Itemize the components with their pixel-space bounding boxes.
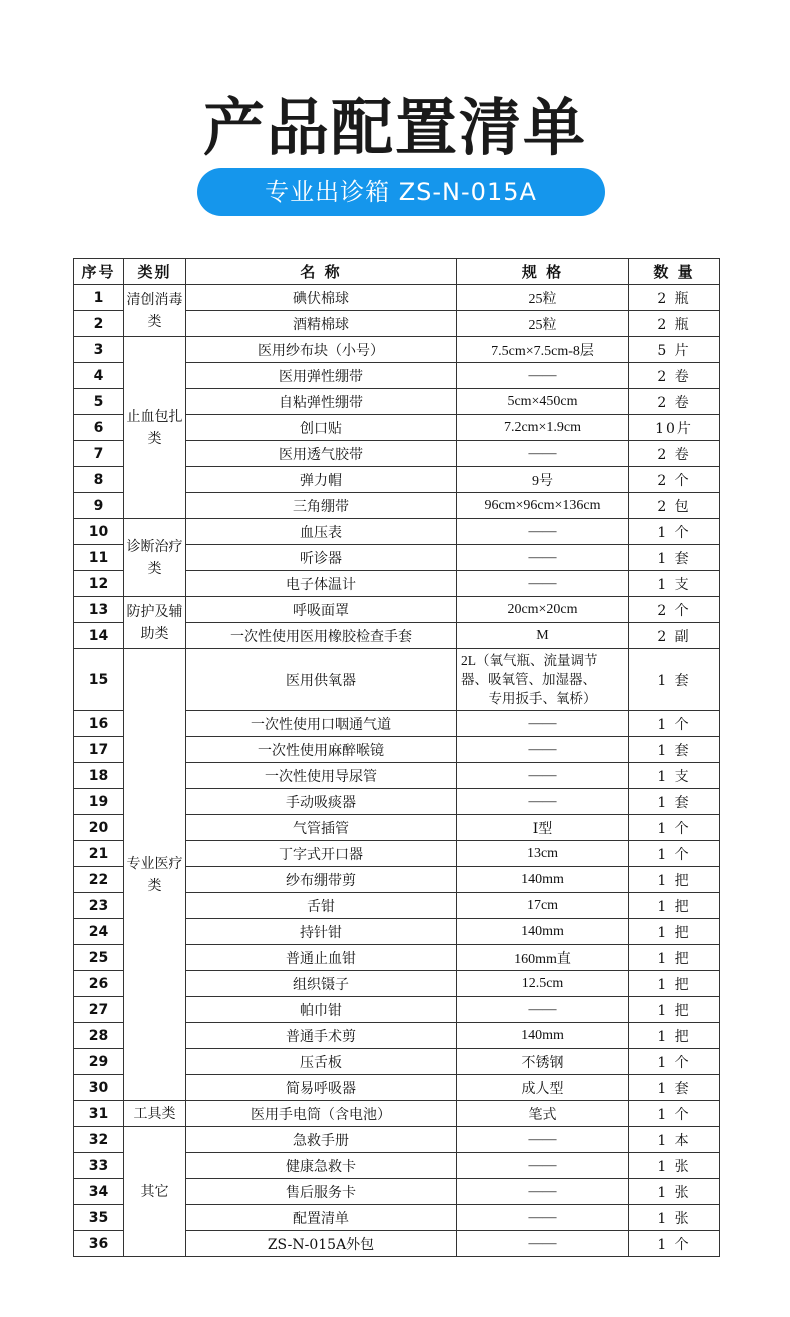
item-name: 三角绷带 <box>186 493 457 519</box>
row-index: 22 <box>74 867 124 893</box>
item-name: 医用纱布块（小号） <box>186 337 457 363</box>
item-spec: —— <box>457 1231 629 1257</box>
item-name: 普通手术剪 <box>186 1023 457 1049</box>
row-index: 31 <box>74 1101 124 1127</box>
item-name: 电子体温计 <box>186 571 457 597</box>
item-name: 健康急救卡 <box>186 1153 457 1179</box>
item-spec: 7.2cm×1.9cm <box>457 415 629 441</box>
category-cell: 其它 <box>124 1127 186 1257</box>
item-spec: —— <box>457 1127 629 1153</box>
row-index: 29 <box>74 1049 124 1075</box>
row-index: 9 <box>74 493 124 519</box>
item-name: 一次性使用导尿管 <box>186 763 457 789</box>
row-index: 25 <box>74 945 124 971</box>
item-quantity: 1 本 <box>629 1127 720 1153</box>
item-quantity: 1 个 <box>629 841 720 867</box>
item-spec: 25粒 <box>457 311 629 337</box>
item-quantity: 2 副 <box>629 623 720 649</box>
row-index: 18 <box>74 763 124 789</box>
item-spec <box>457 649 629 711</box>
category-cell: 防护及辅助类 <box>124 597 186 649</box>
item-name: 呼吸面罩 <box>186 597 457 623</box>
item-quantity: 2 卷 <box>629 389 720 415</box>
row-index: 6 <box>74 415 124 441</box>
row-index: 35 <box>74 1205 124 1231</box>
item-quantity: 2 瓶 <box>629 285 720 311</box>
item-quantity: 2 个 <box>629 467 720 493</box>
row-index: 15 <box>74 649 124 711</box>
item-spec: —— <box>457 763 629 789</box>
item-quantity: 1 套 <box>629 1075 720 1101</box>
item-quantity: 1 把 <box>629 893 720 919</box>
item-quantity: 1 张 <box>629 1179 720 1205</box>
item-name: 一次性使用口咽通气道 <box>186 711 457 737</box>
item-name: 血压表 <box>186 519 457 545</box>
item-name: 丁字式开口器 <box>186 841 457 867</box>
configuration-table <box>73 258 720 1257</box>
row-index: 30 <box>74 1075 124 1101</box>
table-header-row <box>74 259 720 285</box>
item-name: 碘伏棉球 <box>186 285 457 311</box>
item-name: 自粘弹性绷带 <box>186 389 457 415</box>
item-name: 简易呼吸器 <box>186 1075 457 1101</box>
header-spec: 规 格 <box>457 259 629 285</box>
item-name: 听诊器 <box>186 545 457 571</box>
item-quantity: 1 个 <box>629 1231 720 1257</box>
item-spec: 25粒 <box>457 285 629 311</box>
item-quantity: 1 套 <box>629 789 720 815</box>
item-quantity: 1 把 <box>629 867 720 893</box>
item-name: 医用透气胶带 <box>186 441 457 467</box>
row-index: 21 <box>74 841 124 867</box>
row-index: 34 <box>74 1179 124 1205</box>
row-index: 27 <box>74 997 124 1023</box>
item-name: 配置清单 <box>186 1205 457 1231</box>
item-quantity: 1 个 <box>629 1101 720 1127</box>
row-index: 16 <box>74 711 124 737</box>
spec-line: 器、吸氧管、加湿器、 <box>461 672 596 687</box>
item-spec: —— <box>457 363 629 389</box>
item-name: 压舌板 <box>186 1049 457 1075</box>
item-name: 医用供氧器 <box>186 649 457 711</box>
row-index: 1 <box>74 285 124 311</box>
row-index: 24 <box>74 919 124 945</box>
item-name: 舌钳 <box>186 893 457 919</box>
row-index: 26 <box>74 971 124 997</box>
item-quantity: 2 卷 <box>629 441 720 467</box>
header-index: 序号 <box>74 259 124 285</box>
item-spec: 17cm <box>457 893 629 919</box>
row-index: 28 <box>74 1023 124 1049</box>
item-spec: 140mm <box>457 1023 629 1049</box>
item-quantity: 1 把 <box>629 945 720 971</box>
item-quantity: 1 张 <box>629 1153 720 1179</box>
category-cell: 诊断治疗类 <box>124 519 186 597</box>
item-name: 医用弹性绷带 <box>186 363 457 389</box>
row-index: 4 <box>74 363 124 389</box>
item-name: 一次性使用医用橡胶检查手套 <box>186 623 457 649</box>
item-spec: —— <box>457 1153 629 1179</box>
table-row <box>74 1127 720 1153</box>
item-spec: —— <box>457 1205 629 1231</box>
item-name: 帕巾钳 <box>186 997 457 1023</box>
item-spec: 9号 <box>457 467 629 493</box>
item-spec: —— <box>457 1179 629 1205</box>
item-spec: —— <box>457 519 629 545</box>
row-index: 20 <box>74 815 124 841</box>
category-cell: 工具类 <box>124 1101 186 1127</box>
category-cell: 清创消毒类 <box>124 285 186 337</box>
row-index: 32 <box>74 1127 124 1153</box>
item-name: 急救手册 <box>186 1127 457 1153</box>
header-category: 类别 <box>124 259 186 285</box>
table-row <box>74 285 720 311</box>
item-quantity: 1 个 <box>629 815 720 841</box>
header-name: 名 称 <box>186 259 457 285</box>
row-index: 36 <box>74 1231 124 1257</box>
table-row <box>74 597 720 623</box>
item-spec: 96cm×96cm×136cm <box>457 493 629 519</box>
item-quantity: 1 套 <box>629 737 720 763</box>
row-index: 14 <box>74 623 124 649</box>
item-quantity: 1 个 <box>629 519 720 545</box>
item-quantity: 1 套 <box>629 545 720 571</box>
item-quantity: 1 个 <box>629 711 720 737</box>
item-name: ZS-N-015A外包 <box>186 1231 457 1257</box>
row-index: 10 <box>74 519 124 545</box>
item-name: 酒精棉球 <box>186 311 457 337</box>
item-spec: Ⅰ型 <box>457 815 629 841</box>
item-quantity: 2 瓶 <box>629 311 720 337</box>
item-spec: 20cm×20cm <box>457 597 629 623</box>
item-spec: M <box>457 623 629 649</box>
item-spec: 140mm <box>457 867 629 893</box>
row-index: 5 <box>74 389 124 415</box>
item-quantity: 1 把 <box>629 1023 720 1049</box>
spec-line: 2L（氧气瓶、流量调节 <box>461 653 598 668</box>
item-spec: 12.5cm <box>457 971 629 997</box>
item-quantity: 1 把 <box>629 997 720 1023</box>
item-spec: —— <box>457 711 629 737</box>
item-quantity: 10片 <box>629 415 720 441</box>
item-spec: —— <box>457 571 629 597</box>
category-cell: 专业医疗类 <box>124 649 186 1101</box>
item-quantity: 2 包 <box>629 493 720 519</box>
row-index: 33 <box>74 1153 124 1179</box>
item-name: 组织镊子 <box>186 971 457 997</box>
item-quantity: 1 套 <box>629 649 720 711</box>
item-name: 创口贴 <box>186 415 457 441</box>
item-spec: —— <box>457 737 629 763</box>
item-spec: 成人型 <box>457 1075 629 1101</box>
item-spec: —— <box>457 545 629 571</box>
row-index: 19 <box>74 789 124 815</box>
spec-line: 专用扳手、氧桥） <box>488 691 597 706</box>
item-name: 售后服务卡 <box>186 1179 457 1205</box>
table-row <box>74 337 720 363</box>
item-name: 一次性使用麻醉喉镜 <box>186 737 457 763</box>
product-model-banner: 专业出诊箱 ZS-N-015A <box>197 168 605 216</box>
item-name: 手动吸痰器 <box>186 789 457 815</box>
header-quantity: 数 量 <box>629 259 720 285</box>
category-cell: 止血包扎类 <box>124 337 186 519</box>
item-name: 纱布绷带剪 <box>186 867 457 893</box>
item-quantity: 5 片 <box>629 337 720 363</box>
page-title: 产品配置清单 <box>202 91 587 164</box>
item-spec: 140mm <box>457 919 629 945</box>
row-index: 13 <box>74 597 124 623</box>
item-quantity: 1 支 <box>629 571 720 597</box>
row-index: 7 <box>74 441 124 467</box>
item-spec: 7.5cm×7.5cm-8层 <box>457 337 629 363</box>
table-row <box>74 649 720 711</box>
item-spec: —— <box>457 997 629 1023</box>
item-spec: 不锈钢 <box>457 1049 629 1075</box>
item-quantity: 1 把 <box>629 919 720 945</box>
item-name: 弹力帽 <box>186 467 457 493</box>
item-quantity: 1 把 <box>629 971 720 997</box>
row-index: 11 <box>74 545 124 571</box>
item-quantity: 2 卷 <box>629 363 720 389</box>
row-index: 12 <box>74 571 124 597</box>
row-index: 2 <box>74 311 124 337</box>
table-body <box>74 285 720 1257</box>
row-index: 23 <box>74 893 124 919</box>
item-quantity: 2 个 <box>629 597 720 623</box>
item-name: 气管插管 <box>186 815 457 841</box>
item-name: 普通止血钳 <box>186 945 457 971</box>
item-quantity: 1 张 <box>629 1205 720 1231</box>
row-index: 8 <box>74 467 124 493</box>
item-spec: —— <box>457 441 629 467</box>
item-spec: 5cm×450cm <box>457 389 629 415</box>
item-spec: —— <box>457 789 629 815</box>
row-index: 17 <box>74 737 124 763</box>
item-quantity: 1 支 <box>629 763 720 789</box>
item-spec: 160mm直 <box>457 945 629 971</box>
table-row <box>74 1101 720 1127</box>
row-index: 3 <box>74 337 124 363</box>
table-row <box>74 519 720 545</box>
item-spec: 笔式 <box>457 1101 629 1127</box>
item-quantity: 1 个 <box>629 1049 720 1075</box>
item-spec: 13cm <box>457 841 629 867</box>
item-name: 医用手电筒（含电池） <box>186 1101 457 1127</box>
item-name: 持针钳 <box>186 919 457 945</box>
